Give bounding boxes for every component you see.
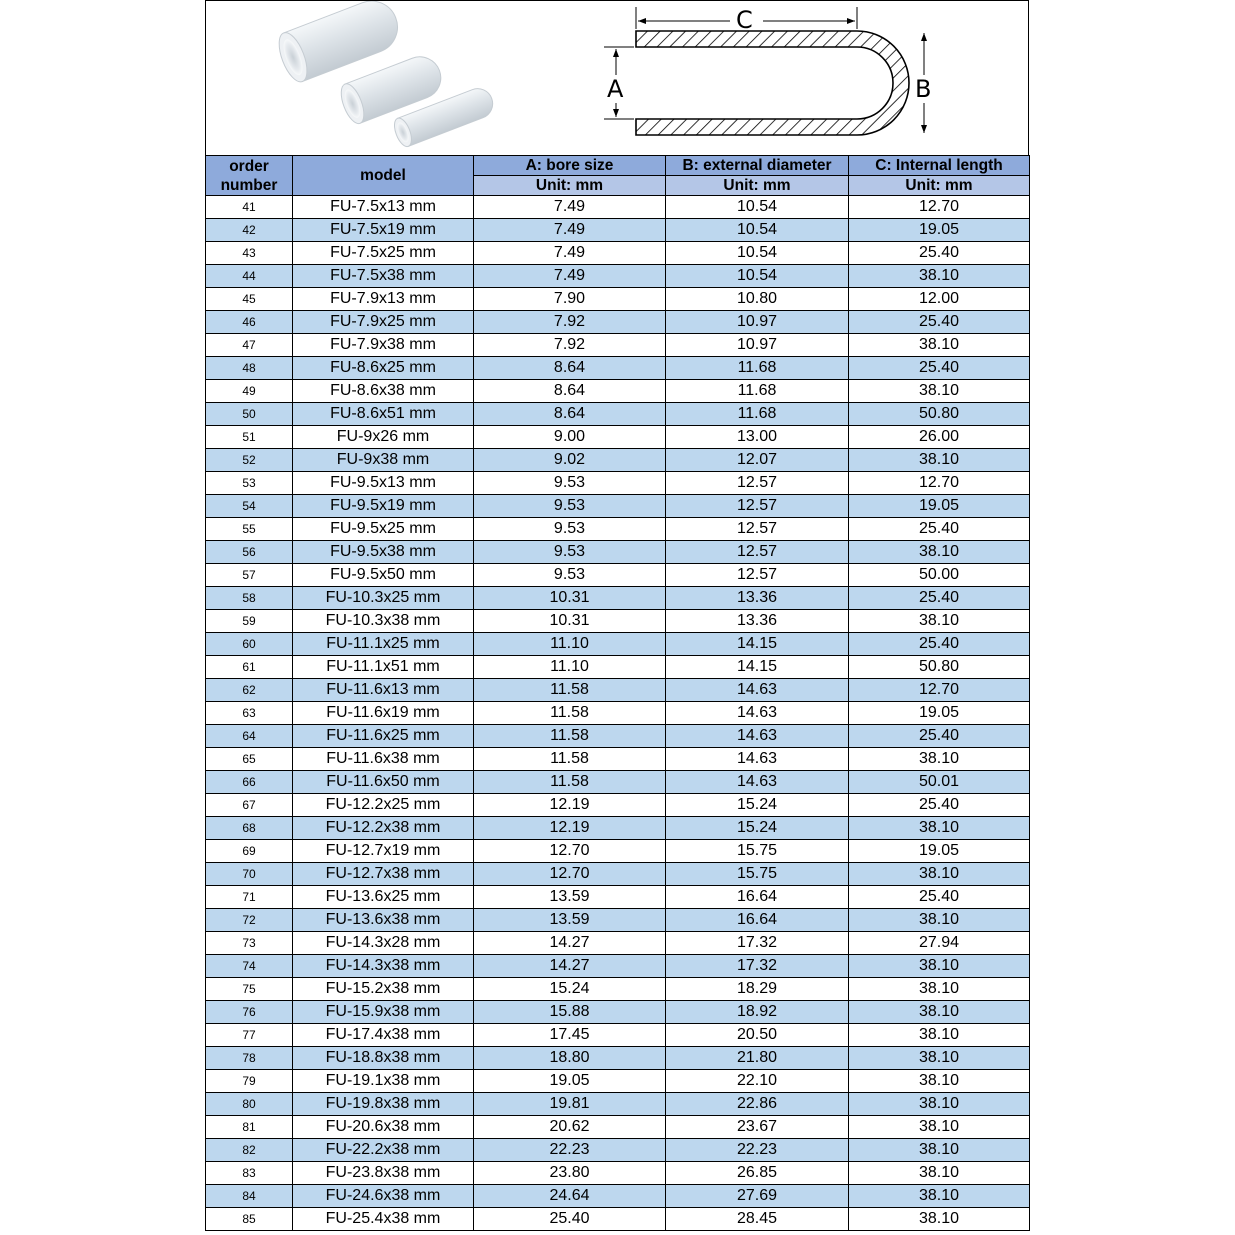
- cell-external-diameter: 14.63: [666, 702, 849, 725]
- cell-order-number: 57: [206, 564, 293, 587]
- cell-external-diameter: 10.54: [666, 219, 849, 242]
- cell-internal-length: 25.40: [849, 311, 1030, 334]
- cell-internal-length: 38.10: [849, 1001, 1030, 1024]
- cell-model: FU-14.3x28 mm: [293, 932, 474, 955]
- cell-bore-size: 15.24: [474, 978, 666, 1001]
- cell-internal-length: 38.10: [849, 1116, 1030, 1139]
- cell-external-diameter: 17.32: [666, 932, 849, 955]
- cell-internal-length: 25.40: [849, 886, 1030, 909]
- cell-internal-length: 38.10: [849, 449, 1030, 472]
- cell-bore-size: 9.02: [474, 449, 666, 472]
- cell-order-number: 59: [206, 610, 293, 633]
- cell-external-diameter: 17.32: [666, 955, 849, 978]
- cell-order-number: 70: [206, 863, 293, 886]
- cell-internal-length: 50.80: [849, 656, 1030, 679]
- cell-model: FU-9x38 mm: [293, 449, 474, 472]
- cell-bore-size: 22.23: [474, 1139, 666, 1162]
- cell-external-diameter: 12.57: [666, 564, 849, 587]
- cell-external-diameter: 16.64: [666, 909, 849, 932]
- cell-model: FU-7.5x19 mm: [293, 219, 474, 242]
- cell-bore-size: 7.49: [474, 265, 666, 288]
- cell-model: FU-11.6x13 mm: [293, 679, 474, 702]
- cell-internal-length: 26.00: [849, 426, 1030, 449]
- cell-bore-size: 14.27: [474, 955, 666, 978]
- cell-bore-size: 7.92: [474, 311, 666, 334]
- cell-order-number: 73: [206, 932, 293, 955]
- cell-model: FU-12.7x19 mm: [293, 840, 474, 863]
- cell-model: FU-7.5x13 mm: [293, 196, 474, 219]
- cell-bore-size: 9.53: [474, 472, 666, 495]
- cell-internal-length: 38.10: [849, 541, 1030, 564]
- cell-external-diameter: 18.29: [666, 978, 849, 1001]
- cell-model: FU-9x26 mm: [293, 426, 474, 449]
- cell-bore-size: 7.90: [474, 288, 666, 311]
- cell-order-number: 64: [206, 725, 293, 748]
- cell-bore-size: 7.49: [474, 242, 666, 265]
- cell-model: FU-11.1x51 mm: [293, 656, 474, 679]
- cell-internal-length: 38.10: [849, 978, 1030, 1001]
- cell-model: FU-8.6x38 mm: [293, 380, 474, 403]
- cell-bore-size: 20.62: [474, 1116, 666, 1139]
- cell-order-number: 60: [206, 633, 293, 656]
- cell-external-diameter: 14.63: [666, 748, 849, 771]
- product-photo: [273, 1, 497, 149]
- cell-external-diameter: 12.07: [666, 449, 849, 472]
- cell-order-number: 49: [206, 380, 293, 403]
- cell-internal-length: 50.00: [849, 564, 1030, 587]
- table-row: [206, 564, 1030, 587]
- cell-order-number: 82: [206, 1139, 293, 1162]
- cell-bore-size: 25.40: [474, 1208, 666, 1231]
- cross-section-drawing: [604, 7, 927, 135]
- header-bore-size: A: bore size: [474, 156, 666, 176]
- table-row: [206, 449, 1030, 472]
- cell-external-diameter: 22.10: [666, 1070, 849, 1093]
- cell-external-diameter: 12.57: [666, 472, 849, 495]
- table-row: [206, 610, 1030, 633]
- cell-model: FU-12.2x25 mm: [293, 794, 474, 817]
- cell-external-diameter: 12.57: [666, 541, 849, 564]
- cell-model: FU-12.7x38 mm: [293, 863, 474, 886]
- cell-order-number: 62: [206, 679, 293, 702]
- cell-bore-size: 23.80: [474, 1162, 666, 1185]
- illustration-panel: [205, 0, 1029, 156]
- cell-model: FU-13.6x25 mm: [293, 886, 474, 909]
- cell-order-number: 66: [206, 771, 293, 794]
- cell-external-diameter: 10.54: [666, 242, 849, 265]
- table-row: [206, 1047, 1030, 1070]
- cell-model: FU-7.5x38 mm: [293, 265, 474, 288]
- cell-model: FU-9.5x25 mm: [293, 518, 474, 541]
- dim-label-b: B: [915, 75, 932, 103]
- cell-external-diameter: 22.23: [666, 1139, 849, 1162]
- cell-external-diameter: 10.97: [666, 334, 849, 357]
- cell-order-number: 48: [206, 357, 293, 380]
- cell-bore-size: 7.92: [474, 334, 666, 357]
- table-row: [206, 886, 1030, 909]
- cell-model: FU-9.5x38 mm: [293, 541, 474, 564]
- unit-internal-length: Unit: mm: [849, 176, 1030, 196]
- cell-order-number: 41: [206, 196, 293, 219]
- cell-external-diameter: 13.36: [666, 610, 849, 633]
- cell-bore-size: 15.88: [474, 1001, 666, 1024]
- cell-order-number: 68: [206, 817, 293, 840]
- cell-internal-length: 38.10: [849, 863, 1030, 886]
- dim-label-a: A: [607, 75, 624, 103]
- cell-external-diameter: 12.57: [666, 495, 849, 518]
- cell-internal-length: 38.10: [849, 380, 1030, 403]
- cell-bore-size: 8.64: [474, 380, 666, 403]
- cell-order-number: 42: [206, 219, 293, 242]
- cell-internal-length: 38.10: [849, 1024, 1030, 1047]
- unit-bore-size: Unit: mm: [474, 176, 666, 196]
- cell-model: FU-9.5x13 mm: [293, 472, 474, 495]
- cell-external-diameter: 10.54: [666, 265, 849, 288]
- cell-internal-length: 38.10: [849, 1093, 1030, 1116]
- cell-model: FU-14.3x38 mm: [293, 955, 474, 978]
- cell-external-diameter: 20.50: [666, 1024, 849, 1047]
- table-row: [206, 541, 1030, 564]
- cell-order-number: 79: [206, 1070, 293, 1093]
- cell-model: FU-7.9x25 mm: [293, 311, 474, 334]
- cell-model: FU-8.6x25 mm: [293, 357, 474, 380]
- cell-order-number: 55: [206, 518, 293, 541]
- cell-internal-length: 25.40: [849, 518, 1030, 541]
- cell-internal-length: 25.40: [849, 357, 1030, 380]
- cell-bore-size: 7.49: [474, 196, 666, 219]
- table-row: [206, 1208, 1030, 1231]
- cell-bore-size: 11.58: [474, 725, 666, 748]
- cell-order-number: 43: [206, 242, 293, 265]
- header-order: order number: [206, 156, 293, 196]
- cell-bore-size: 14.27: [474, 932, 666, 955]
- cell-external-diameter: 14.15: [666, 633, 849, 656]
- cell-bore-size: 13.59: [474, 886, 666, 909]
- cell-external-diameter: 13.36: [666, 587, 849, 610]
- cell-internal-length: 38.10: [849, 909, 1030, 932]
- cell-model: FU-10.3x38 mm: [293, 610, 474, 633]
- cell-bore-size: 12.19: [474, 794, 666, 817]
- table-row: [206, 380, 1030, 403]
- cell-order-number: 61: [206, 656, 293, 679]
- cell-order-number: 56: [206, 541, 293, 564]
- cell-external-diameter: 11.68: [666, 380, 849, 403]
- cell-internal-length: 38.10: [849, 1047, 1030, 1070]
- cell-bore-size: 9.53: [474, 564, 666, 587]
- table-row: [206, 840, 1030, 863]
- cell-order-number: 65: [206, 748, 293, 771]
- cell-model: FU-7.9x13 mm: [293, 288, 474, 311]
- cell-internal-length: 12.70: [849, 196, 1030, 219]
- cell-bore-size: 12.70: [474, 863, 666, 886]
- cell-internal-length: 12.70: [849, 472, 1030, 495]
- cell-external-diameter: 15.24: [666, 817, 849, 840]
- cell-internal-length: 19.05: [849, 219, 1030, 242]
- cell-model: FU-7.5x25 mm: [293, 242, 474, 265]
- table-row: [206, 633, 1030, 656]
- spec-table-body: [206, 196, 1030, 1231]
- dim-label-c: C: [736, 6, 753, 34]
- table-row: [206, 1070, 1030, 1093]
- cell-bore-size: 11.58: [474, 702, 666, 725]
- cell-external-diameter: 10.80: [666, 288, 849, 311]
- cell-bore-size: 10.31: [474, 587, 666, 610]
- cell-bore-size: 11.58: [474, 679, 666, 702]
- cell-model: FU-20.6x38 mm: [293, 1116, 474, 1139]
- cell-order-number: 77: [206, 1024, 293, 1047]
- cell-external-diameter: 14.63: [666, 679, 849, 702]
- header-external-diameter: B: external diameter: [666, 156, 849, 176]
- cell-bore-size: 11.58: [474, 771, 666, 794]
- cell-internal-length: 12.00: [849, 288, 1030, 311]
- cell-order-number: 50: [206, 403, 293, 426]
- cell-internal-length: 25.40: [849, 794, 1030, 817]
- cell-bore-size: 18.80: [474, 1047, 666, 1070]
- cell-external-diameter: 14.15: [666, 656, 849, 679]
- table-row: [206, 702, 1030, 725]
- table-row: [206, 1116, 1030, 1139]
- cell-bore-size: 19.05: [474, 1070, 666, 1093]
- cell-order-number: 53: [206, 472, 293, 495]
- cell-internal-length: 27.94: [849, 932, 1030, 955]
- table-row: [206, 288, 1030, 311]
- cell-model: FU-10.3x25 mm: [293, 587, 474, 610]
- cell-order-number: 76: [206, 1001, 293, 1024]
- cell-external-diameter: 16.64: [666, 886, 849, 909]
- cell-internal-length: 38.10: [849, 265, 1030, 288]
- table-row: [206, 587, 1030, 610]
- cell-internal-length: 38.10: [849, 334, 1030, 357]
- cell-model: FU-9.5x19 mm: [293, 495, 474, 518]
- table-row: [206, 932, 1030, 955]
- cell-model: FU-24.6x38 mm: [293, 1185, 474, 1208]
- cell-internal-length: 38.10: [849, 610, 1030, 633]
- cell-external-diameter: 15.24: [666, 794, 849, 817]
- cell-order-number: 75: [206, 978, 293, 1001]
- cell-model: FU-9.5x50 mm: [293, 564, 474, 587]
- header-internal-length: C: Internal length: [849, 156, 1030, 176]
- cell-order-number: 54: [206, 495, 293, 518]
- cell-model: FU-11.6x25 mm: [293, 725, 474, 748]
- table-row: [206, 794, 1030, 817]
- cell-external-diameter: 28.45: [666, 1208, 849, 1231]
- cell-model: FU-23.8x38 mm: [293, 1162, 474, 1185]
- cell-order-number: 63: [206, 702, 293, 725]
- cell-internal-length: 38.10: [849, 1162, 1030, 1185]
- cell-model: FU-15.2x38 mm: [293, 978, 474, 1001]
- cell-internal-length: 50.80: [849, 403, 1030, 426]
- cell-external-diameter: 14.63: [666, 725, 849, 748]
- cell-internal-length: 19.05: [849, 702, 1030, 725]
- table-row: [206, 518, 1030, 541]
- cell-order-number: 45: [206, 288, 293, 311]
- cell-external-diameter: 23.67: [666, 1116, 849, 1139]
- cell-bore-size: 9.53: [474, 541, 666, 564]
- cell-bore-size: 24.64: [474, 1185, 666, 1208]
- table-row: [206, 725, 1030, 748]
- cell-model: FU-11.6x50 mm: [293, 771, 474, 794]
- table-row: [206, 1185, 1030, 1208]
- cell-internal-length: 38.10: [849, 1185, 1030, 1208]
- cell-external-diameter: 22.86: [666, 1093, 849, 1116]
- table-row: [206, 196, 1030, 219]
- cell-model: FU-22.2x38 mm: [293, 1139, 474, 1162]
- cell-order-number: 47: [206, 334, 293, 357]
- cell-external-diameter: 12.57: [666, 518, 849, 541]
- cell-model: FU-19.8x38 mm: [293, 1093, 474, 1116]
- cell-order-number: 85: [206, 1208, 293, 1231]
- cell-model: FU-15.9x38 mm: [293, 1001, 474, 1024]
- cell-model: FU-11.1x25 mm: [293, 633, 474, 656]
- table-row: [206, 1162, 1030, 1185]
- cell-internal-length: 19.05: [849, 495, 1030, 518]
- table-row: [206, 242, 1030, 265]
- cell-external-diameter: 21.80: [666, 1047, 849, 1070]
- cell-bore-size: 12.70: [474, 840, 666, 863]
- cell-model: FU-8.6x51 mm: [293, 403, 474, 426]
- cell-internal-length: 38.10: [849, 1070, 1030, 1093]
- cell-model: FU-7.9x38 mm: [293, 334, 474, 357]
- spec-table: [205, 155, 1030, 1231]
- table-row: [206, 909, 1030, 932]
- cell-model: FU-11.6x38 mm: [293, 748, 474, 771]
- cell-external-diameter: 10.54: [666, 196, 849, 219]
- cell-bore-size: 8.64: [474, 357, 666, 380]
- table-row: [206, 978, 1030, 1001]
- cell-model: FU-25.4x38 mm: [293, 1208, 474, 1231]
- cell-internal-length: 38.10: [849, 748, 1030, 771]
- cell-bore-size: 11.10: [474, 633, 666, 656]
- cell-internal-length: 25.40: [849, 587, 1030, 610]
- cell-internal-length: 50.01: [849, 771, 1030, 794]
- cell-internal-length: 25.40: [849, 242, 1030, 265]
- table-row: [206, 1093, 1030, 1116]
- cell-bore-size: 9.53: [474, 518, 666, 541]
- cell-order-number: 72: [206, 909, 293, 932]
- cell-internal-length: 19.05: [849, 840, 1030, 863]
- table-row: [206, 472, 1030, 495]
- cell-order-number: 81: [206, 1116, 293, 1139]
- cell-internal-length: 25.40: [849, 725, 1030, 748]
- cell-external-diameter: 15.75: [666, 863, 849, 886]
- cell-bore-size: 13.59: [474, 909, 666, 932]
- cell-model: FU-19.1x38 mm: [293, 1070, 474, 1093]
- cell-external-diameter: 18.92: [666, 1001, 849, 1024]
- table-row: [206, 265, 1030, 288]
- cell-internal-length: 38.10: [849, 1139, 1030, 1162]
- table-row: [206, 679, 1030, 702]
- cell-external-diameter: 14.63: [666, 771, 849, 794]
- cell-internal-length: 38.10: [849, 817, 1030, 840]
- cell-order-number: 51: [206, 426, 293, 449]
- cell-order-number: 67: [206, 794, 293, 817]
- table-row: [206, 1139, 1030, 1162]
- cell-order-number: 71: [206, 886, 293, 909]
- cell-order-number: 52: [206, 449, 293, 472]
- spec-sheet: [205, 0, 1029, 1235]
- cell-bore-size: 10.31: [474, 610, 666, 633]
- cell-bore-size: 9.53: [474, 495, 666, 518]
- cell-external-diameter: 11.68: [666, 357, 849, 380]
- table-row: [206, 219, 1030, 242]
- cell-internal-length: 12.70: [849, 679, 1030, 702]
- table-row: [206, 1024, 1030, 1047]
- header-row-1: [206, 156, 1030, 176]
- cell-model: FU-11.6x19 mm: [293, 702, 474, 725]
- table-row: [206, 656, 1030, 679]
- cell-order-number: 74: [206, 955, 293, 978]
- table-row: [206, 334, 1030, 357]
- table-row: [206, 771, 1030, 794]
- cell-external-diameter: 15.75: [666, 840, 849, 863]
- table-row: [206, 863, 1030, 886]
- cell-bore-size: 9.00: [474, 426, 666, 449]
- cell-bore-size: 12.19: [474, 817, 666, 840]
- cell-model: FU-18.8x38 mm: [293, 1047, 474, 1070]
- table-row: [206, 955, 1030, 978]
- table-row: [206, 495, 1030, 518]
- cell-model: FU-12.2x38 mm: [293, 817, 474, 840]
- cell-order-number: 83: [206, 1162, 293, 1185]
- cell-order-number: 46: [206, 311, 293, 334]
- cell-order-number: 44: [206, 265, 293, 288]
- cell-order-number: 84: [206, 1185, 293, 1208]
- cell-bore-size: 11.10: [474, 656, 666, 679]
- cell-order-number: 78: [206, 1047, 293, 1070]
- cell-bore-size: 8.64: [474, 403, 666, 426]
- cell-order-number: 58: [206, 587, 293, 610]
- cell-internal-length: 38.10: [849, 955, 1030, 978]
- table-row: [206, 311, 1030, 334]
- cell-external-diameter: 13.00: [666, 426, 849, 449]
- cell-external-diameter: 27.69: [666, 1185, 849, 1208]
- cell-bore-size: 19.81: [474, 1093, 666, 1116]
- cell-order-number: 69: [206, 840, 293, 863]
- table-row: [206, 357, 1030, 380]
- cell-model: FU-13.6x38 mm: [293, 909, 474, 932]
- cell-order-number: 80: [206, 1093, 293, 1116]
- cell-model: FU-17.4x38 mm: [293, 1024, 474, 1047]
- header-model: model: [293, 156, 474, 196]
- unit-external-diameter: Unit: mm: [666, 176, 849, 196]
- cell-bore-size: 17.45: [474, 1024, 666, 1047]
- cell-bore-size: 11.58: [474, 748, 666, 771]
- table-row: [206, 817, 1030, 840]
- cell-bore-size: 7.49: [474, 219, 666, 242]
- cell-external-diameter: 10.97: [666, 311, 849, 334]
- cell-internal-length: 25.40: [849, 633, 1030, 656]
- cell-internal-length: 38.10: [849, 1208, 1030, 1231]
- table-row: [206, 426, 1030, 449]
- table-row: [206, 1001, 1030, 1024]
- table-row: [206, 403, 1030, 426]
- cell-external-diameter: 11.68: [666, 403, 849, 426]
- table-row: [206, 748, 1030, 771]
- cell-external-diameter: 26.85: [666, 1162, 849, 1185]
